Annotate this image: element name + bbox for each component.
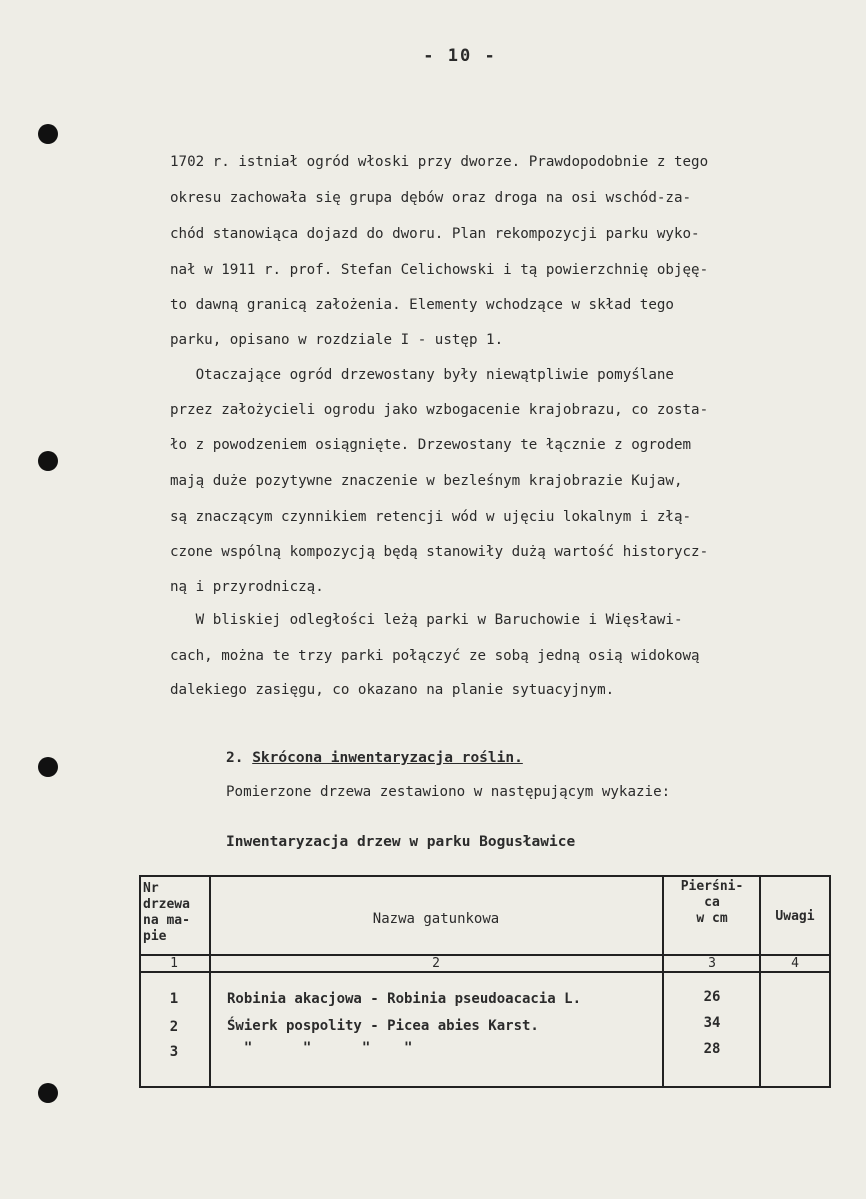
text-line: okresu zachowała się grupa dębów oraz droga na osi wschód-za- — [170, 190, 692, 206]
text-line: ło z powodzeniem osiągnięte. Drzewostany te łącznie z ogrodem — [170, 437, 692, 453]
column-divider — [759, 875, 761, 1088]
row-nr: 3 — [169, 1044, 179, 1060]
row-nr: 1 — [169, 991, 179, 1007]
column-number: 2 — [432, 956, 440, 971]
text-line: mają duże pozytywne znaczenie w bezleśnym krajobrazie Kujaw, — [170, 473, 683, 489]
table-border-top — [139, 875, 831, 877]
punch-hole — [38, 124, 58, 144]
row-species: Świerk pospolity - Picea abies Karst. — [227, 1018, 539, 1034]
section-heading — [226, 750, 523, 766]
row-nr: 2 — [169, 1019, 179, 1035]
table-border-right — [829, 875, 831, 1088]
text-line: parku, opisano w rozdziale I - ustęp 1. — [170, 332, 504, 348]
section-title: Skrócona inwentaryzacja roślin. — [252, 750, 523, 766]
text-line: Otaczające ogród drzewostany były niewątpliwie pomyślane — [170, 367, 674, 383]
table-title: Inwentaryzacja drzew w parku Bogusławice — [226, 834, 576, 850]
row-species: Robinia akacjowa - Robinia pseudoacacia L. — [227, 991, 582, 1007]
text-line: dalekiego zasięgu, co okazano na planie sytuacyjnym. — [170, 682, 615, 698]
column-divider — [209, 875, 211, 1088]
section-number: 2. — [226, 750, 253, 766]
row-diameter: 26 — [703, 989, 721, 1005]
column-number-rule — [139, 971, 831, 973]
tree-inventory-table — [139, 875, 831, 1088]
text-line: W bliskiej odległości leżą parki w Baruchowie i Więsławi- — [170, 612, 683, 628]
text-line: ną i przyrodniczą. — [170, 579, 324, 595]
column-number: 4 — [791, 956, 799, 971]
punch-hole — [38, 757, 58, 777]
row-species: " " " " — [227, 1040, 413, 1056]
text-line: nał w 1911 r. prof. Stefan Celichowski i tą powierzchnię objęę- — [170, 262, 709, 278]
row-diameter: 28 — [703, 1041, 721, 1057]
text-line: są znaczącym czynnikiem retencji wód w ujęciu lokalnym i złą- — [170, 509, 692, 525]
table-border-bottom — [139, 1086, 831, 1088]
text-line: czone wspólną kompozycją będą stanowiły dużą wartość historycz- — [170, 544, 709, 560]
header-nr: Nr drzewa na ma- pie — [143, 881, 190, 944]
section-intro: Pomierzone drzewa zestawiono w następującym wykazie: — [226, 784, 671, 800]
page-number: - 10 - — [423, 46, 497, 66]
header-diameter: Pierśni- ca w cm — [680, 879, 744, 926]
punch-hole — [38, 1083, 58, 1103]
column-number: 3 — [708, 956, 716, 971]
text-line: to dawną granicą założenia. Elementy wchodzące w skład tego — [170, 297, 674, 313]
punch-hole — [38, 451, 58, 471]
text-line: chód stanowiąca dojazd do dworu. Plan rekompozycji parku wyko- — [170, 226, 700, 242]
header-species: Nazwa gatunkowa — [372, 911, 500, 927]
column-divider — [662, 875, 664, 1088]
column-number: 1 — [170, 956, 178, 971]
row-diameter: 34 — [703, 1015, 721, 1031]
header-notes: Uwagi — [775, 909, 815, 924]
text-line: cach, można te trzy parki połączyć ze sobą jedną osią widokową — [170, 648, 700, 664]
text-line: 1702 r. istniał ogród włoski przy dworze. Prawdopodobnie z tego — [170, 154, 709, 170]
text-line: przez założycieli ogrodu jako wzbogacenie krajobrazu, co zosta- — [170, 402, 709, 418]
